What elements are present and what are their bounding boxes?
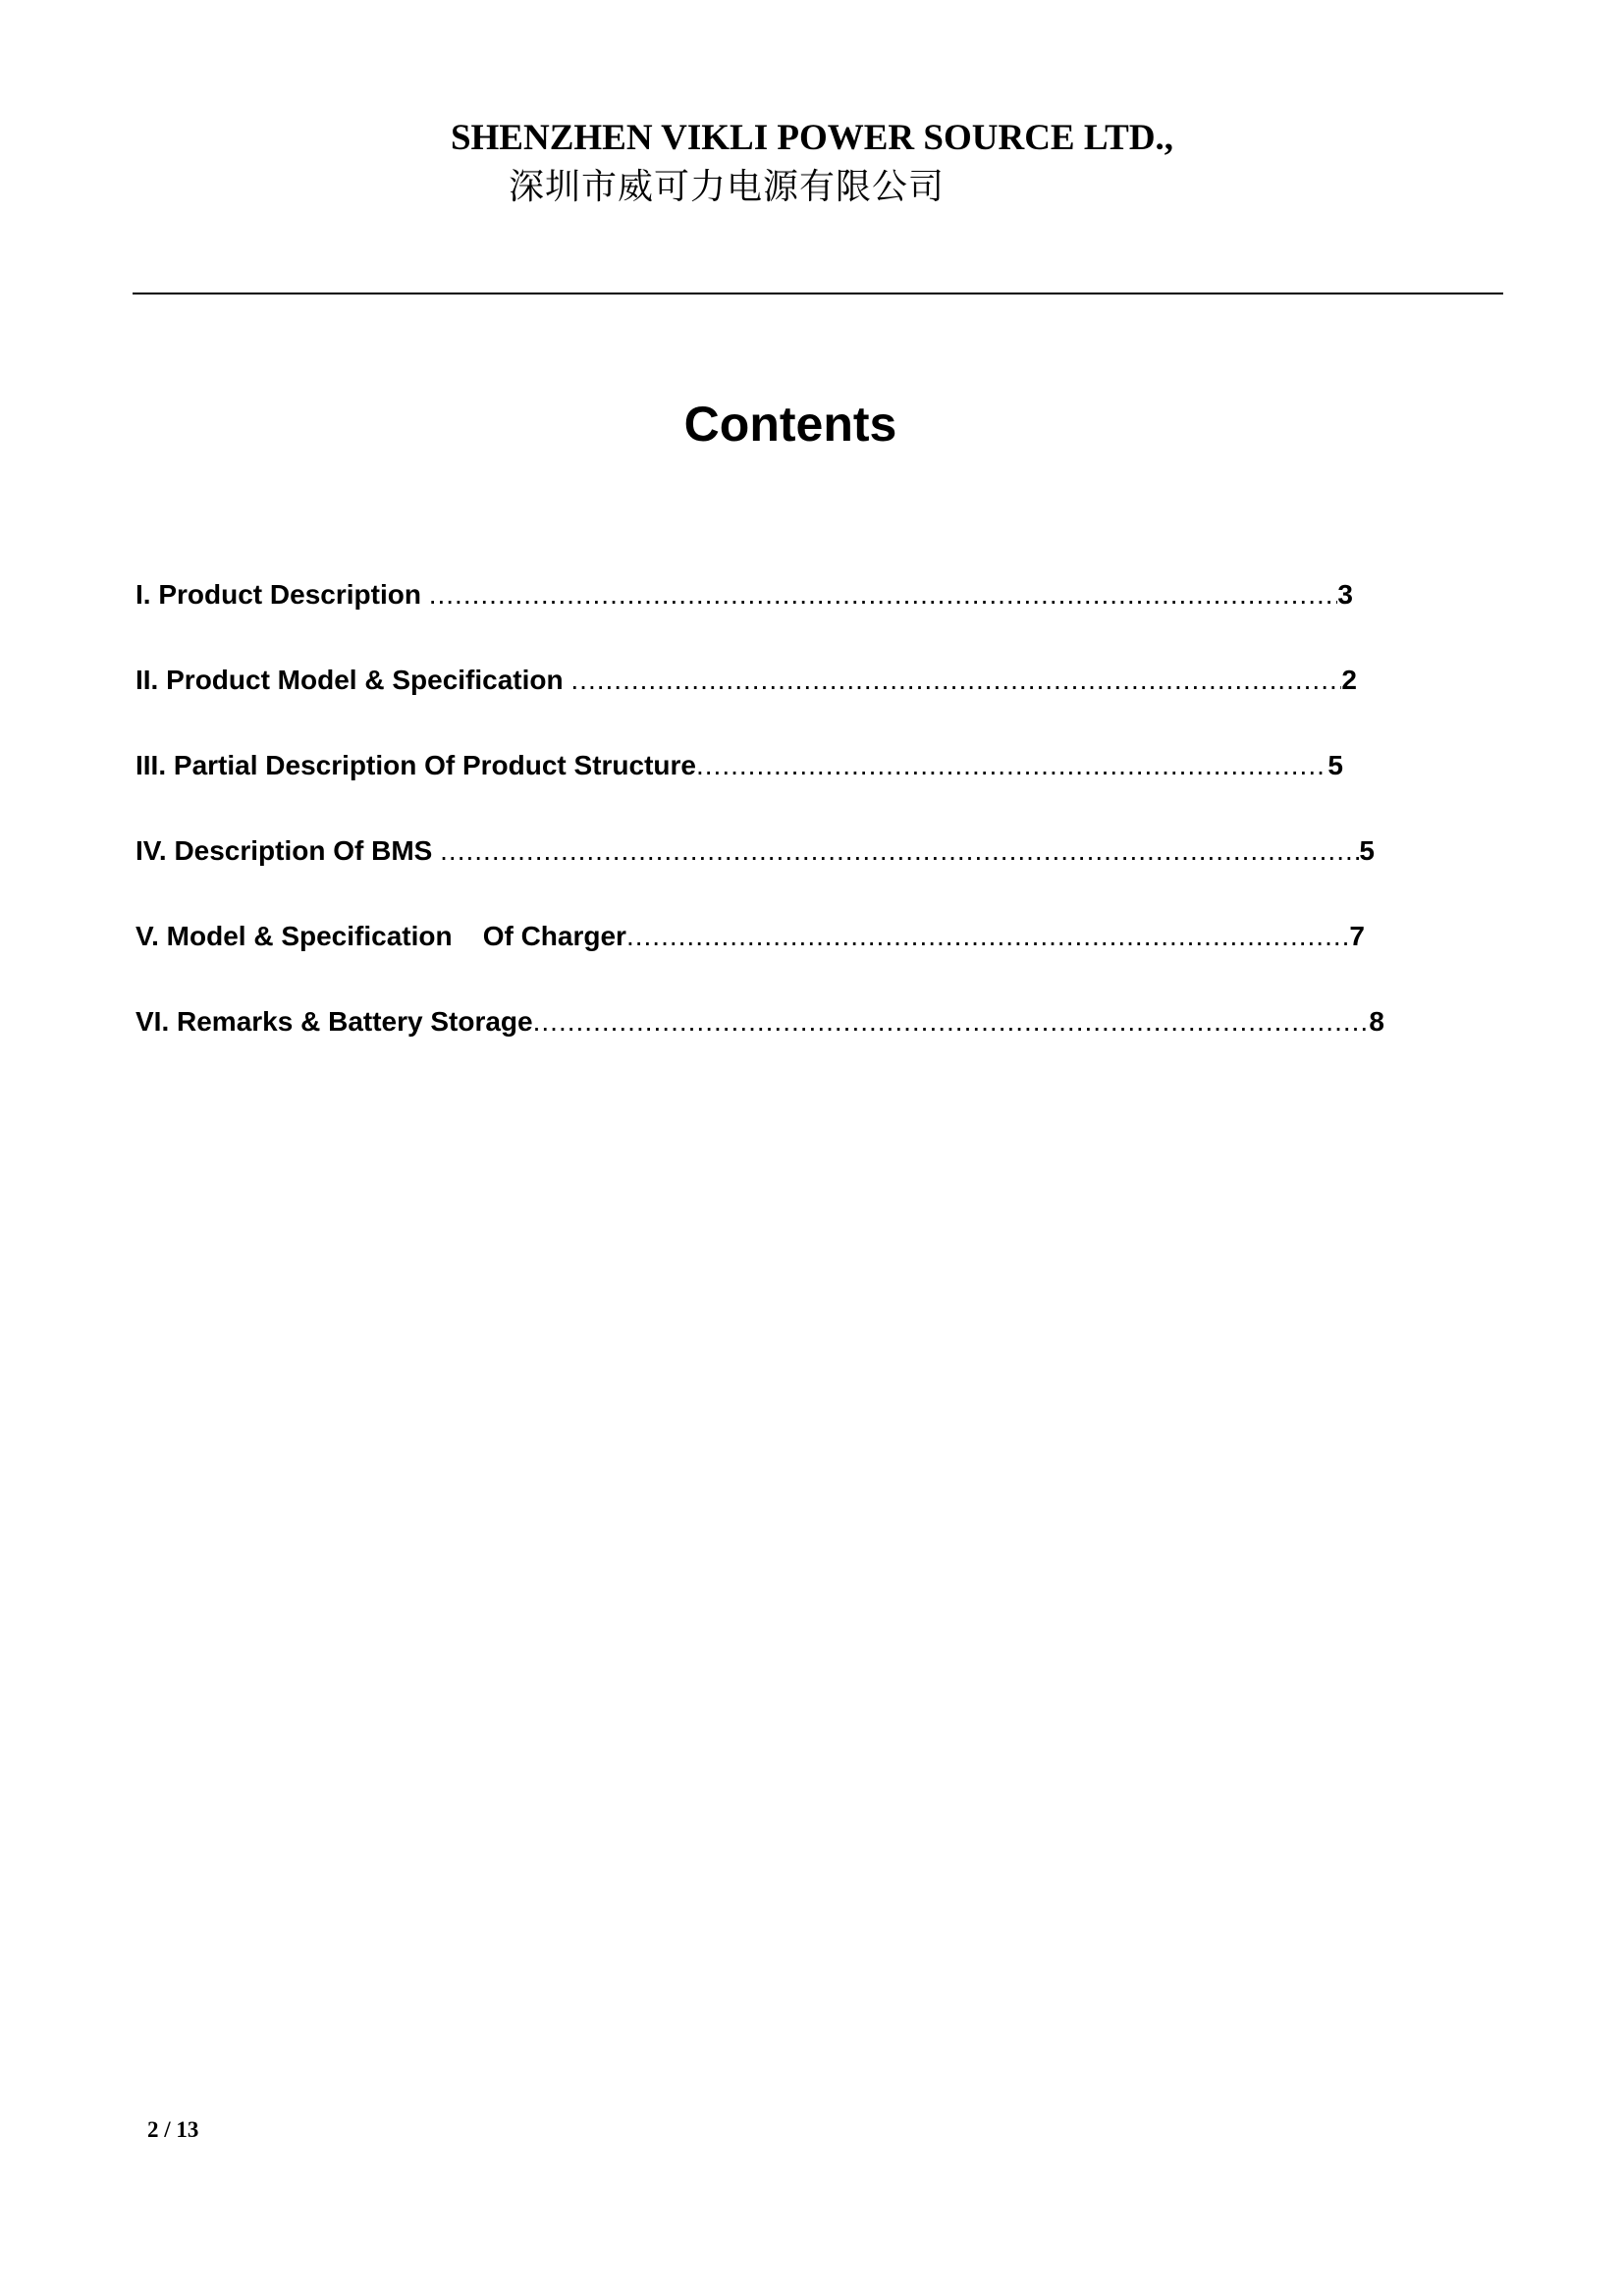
toc-entry bbox=[135, 919, 1365, 954]
toc-leader-dots bbox=[429, 577, 1338, 613]
toc-entry-label: III. Partial Description Of Product Structure bbox=[135, 750, 696, 780]
toc-leader-dots bbox=[440, 833, 1359, 869]
toc-entry bbox=[135, 748, 1343, 783]
company-name-en: SHENZHEN VIKLI POWER SOURCE LTD., bbox=[450, 118, 1174, 158]
toc-entry-page: 8 bbox=[1369, 1006, 1384, 1037]
toc-entry bbox=[135, 663, 1357, 698]
toc-entry-label: II. Product Model & Specification bbox=[135, 665, 571, 695]
toc-entry-page: 7 bbox=[1349, 921, 1365, 951]
toc-entry bbox=[135, 1004, 1384, 1040]
page-number: 2 / 13 bbox=[147, 2117, 199, 2142]
toc-entry bbox=[135, 577, 1353, 613]
toc-entry-label: IV. Description Of BMS bbox=[135, 835, 441, 866]
toc-entry-page: 2 bbox=[1341, 665, 1357, 695]
toc-entry-label: V. Model & Specification Of Charger bbox=[135, 921, 626, 951]
table-of-contents bbox=[135, 0, 1412, 1080]
page-title: Contents bbox=[683, 397, 897, 452]
toc-leader-dots bbox=[533, 1004, 1370, 1040]
toc-entry-label: I. Product Description bbox=[135, 579, 429, 610]
toc-entry-label: VI. Remarks & Battery Storage bbox=[135, 1006, 533, 1037]
toc-entry-page: 3 bbox=[1337, 579, 1353, 610]
toc-leader-dots bbox=[626, 919, 1349, 954]
toc-entry bbox=[135, 833, 1375, 869]
toc-leader-dots bbox=[696, 748, 1327, 783]
toc-entry-page: 5 bbox=[1327, 750, 1343, 780]
toc-leader-dots bbox=[570, 663, 1341, 698]
company-name-cn: 深圳市威可力电源有限公司 bbox=[509, 167, 946, 207]
toc-entry-page: 5 bbox=[1359, 835, 1375, 866]
